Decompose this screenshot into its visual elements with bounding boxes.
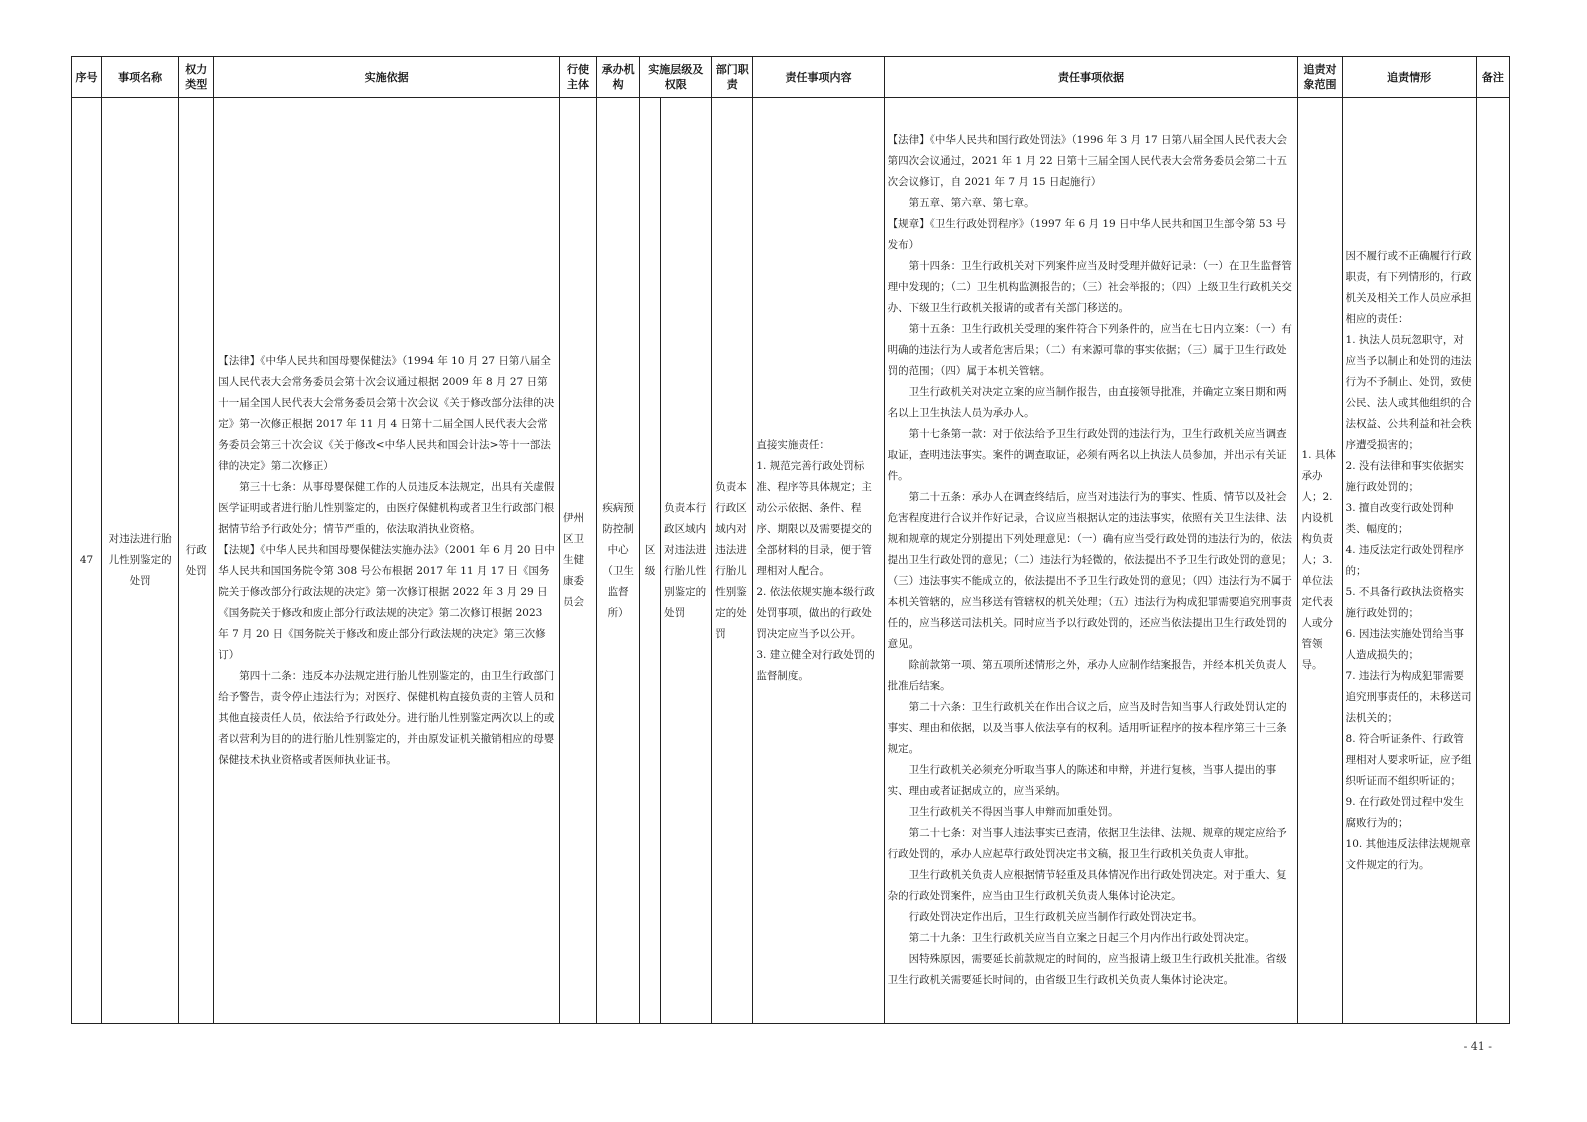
situation-line: 9. 在行政处罚过程中发生腐败行为的； [1345, 795, 1464, 829]
cell-basis [214, 98, 560, 1024]
situation-line: 1. 执法人员玩忽职守，对应当予以制止和处罚的违法行为不予制止、处罚，致使公民、法人或其他组织的合法权益、公共利益和社会秩序遭受损害的； [1345, 333, 1472, 451]
header-level: 实施层级及权限 [640, 57, 712, 98]
resp-content-line: 3. 建立健全对行政处罚的监督制度。 [756, 648, 875, 682]
resp-content-line: 1. 规范完善行政处罚标准、程序等具体规定；主动公示依据、条件、程序、期限以及需要提交的全部材料的目录，便于管理相对人配合。 [756, 459, 872, 577]
situation-line: 3. 擅自改变行政处罚种类、幅度的； [1345, 501, 1454, 535]
cell-power-type: 行政处罚 [179, 98, 214, 1024]
situation-line: 4. 违反法定行政处罚程序的； [1345, 543, 1464, 577]
responsibility-table [71, 56, 1510, 1024]
basis-para: 第四十二条：违反本办法规定进行胎儿性别鉴定的，由卫生行政部门给予警告，责令停止违法行为；对医疗、保健机构直接负责的主管人员和其他直接责任人员，依法给予行政处分。进行胎儿性别鉴定两次以上的或者以营利为目的的进行胎儿性别鉴定的，并由原发证机关撤销相应的母婴保健技术执业资格或者医师执业证书。 [218, 669, 555, 766]
resp-basis-para: 第十四条：卫生行政机关对下列案件应当及时受理并做好记录：（一）在卫生监督管理中发现的；（二）卫生机构监测报告的；（三）社会举报的；（四）上级卫生行政机关交办、下级卫生行政机关报请的或者有关部门移送的。 [887, 260, 1292, 314]
cell-remarks [1476, 98, 1509, 1024]
basis-para: 【法律】《中华人民共和国母婴保健法》（1994 年 10 月 27 日第八届全国人民代表大会常务委员会第十次会议通过根据 2009 年 8 月 27 日第十一届全国人民代表大会常务委员会第十次会议《关于修改部分法律的决定》第一次修正根据 2017 年 11 月 4 日第十二届全国人民代表大会常务委员会第三十次会议《关于修改<中华人民共和国会计法>等十一部法律的决定》第二次修正） [218, 354, 555, 472]
basis-para: 第三十七条：从事母婴保健工作的人员违反本法规定，出具有关虚假医学证明或者进行胎儿性别鉴定的，由医疗保健机构或者卫生行政部门根据情节给予行政处分；情节严重的，依法取消执业资格。 [218, 480, 555, 535]
header-agency: 承办机构 [597, 57, 640, 98]
cell-resp-basis [884, 98, 1298, 1024]
header-resp-basis: 责任事项依据 [884, 57, 1298, 98]
situation-line: 因不履行或不正确履行行政职责，有下列情形的，行政机关及相关工作人员应承担相应的责任： [1345, 249, 1472, 325]
resp-content-line: 直接实施责任： [756, 438, 830, 451]
header-seq: 序号 [72, 57, 102, 98]
cell-agency: 疾病预防控制中心（卫生监督所） [597, 98, 640, 1024]
header-subject: 行使主体 [560, 57, 597, 98]
header-basis: 实施依据 [214, 57, 560, 98]
cell-resp-content [753, 98, 884, 1024]
resp-basis-para: 因特殊原因，需要延长前款规定的时间的，应当报请上级卫生行政机关批准。省级卫生行政机关需要延长时间的，由省级卫生行政机关负责人集体讨论决定。 [887, 953, 1287, 986]
header-scope: 追责对象范围 [1298, 57, 1342, 98]
resp-basis-para: 第五章、第六章、第七章。 [908, 197, 1035, 209]
cell-situation [1342, 98, 1476, 1024]
basis-para: 【法规】《中华人民共和国母婴保健法实施办法》（2001 年 6 月 20 日中华人民共和国国务院令第 308 号公布根据 2017 年 11 月 17 日《国务院关于修改部分行政法规的决定》第一次修订根据 2022 年 3 月 29 日《国务院关于修改和废止部分行政法规的决定》第二次修订根据 2023 年 7 月 20 日《国务院关于修改和废止部分行政法规的决定》第三次修订） [218, 543, 555, 661]
cell-scope: 1. 具体承办人；2. 内设机构负责人；3. 单位法定代表人或分管领导。 [1298, 98, 1342, 1024]
cell-dept-duty: 负责本行政区域内对违法进行胎儿性别鉴定的处罚 [712, 98, 753, 1024]
table-header-row [72, 57, 1510, 98]
resp-basis-para: 第二十六条：卫生行政机关在作出合议之后，应当及时告知当事人行政处罚认定的事实、理由和依据，以及当事人依法享有的权利。适用听证程序的按本程序第三十三条规定。 [887, 701, 1287, 755]
header-remarks: 备注 [1476, 57, 1509, 98]
table-row [72, 98, 1510, 1024]
resp-basis-para: 第十五条：卫生行政机关受理的案件符合下列条件的，应当在七日内立案：（一）有明确的违法行为人或者危害后果；（二）有来源可靠的事实依据；（三）属于卫生行政处罚的范围；（四）属于本机关管辖。 [887, 323, 1292, 377]
situation-line: 2. 没有法律和事实依据实施行政处罚的； [1345, 459, 1464, 493]
resp-basis-para: 除前款第一项、第五项所述情形之外，承办人应制作结案报告，并经本机关负责人批准后结案。 [887, 659, 1287, 692]
situation-line: 10. 其他违反法律法规规章文件规定的行为。 [1345, 837, 1471, 871]
resp-basis-para: 卫生行政机关负责人应根据情节轻重及具体情况作出行政处罚决定。对于重大、复杂的行政处罚案件，应当由卫生行政机关负责人集体讨论决定。 [887, 869, 1287, 902]
situation-line: 6. 因违法实施处罚给当事人造成损失的； [1345, 627, 1464, 661]
resp-basis-para: 卫生行政机关对决定立案的应当制作报告，由直接领导批准，并确定立案日期和两名以上卫生执法人员为承办人。 [887, 386, 1287, 419]
cell-level-a: 区级 [640, 98, 661, 1024]
resp-basis-para: 第二十九条：卫生行政机关应当自立案之日起三个月内作出行政处罚决定。 [908, 932, 1256, 944]
situation-line: 7. 违法行为构成犯罪需要追究刑事责任的，未移送司法机关的； [1345, 669, 1472, 724]
header-dept-duty: 部门职责 [712, 57, 753, 98]
situation-line: 5. 不具备行政执法资格实施行政处罚的； [1345, 585, 1464, 619]
cell-subject: 伊州区卫生健康委员会 [560, 98, 597, 1024]
cell-level-b: 负责本行政区域内对违法进行胎儿性别鉴定的处罚 [661, 98, 712, 1024]
resp-content-line: 2. 依法依规实施本级行政处罚事项，做出的行政处罚决定应当予以公开。 [756, 585, 875, 640]
header-resp-content: 责任事项内容 [753, 57, 884, 98]
resp-basis-para: 第十七条第一款：对于依法给予卫生行政处罚的违法行为，卫生行政机关应当调查取证，查明违法事实。案件的调查取证，必须有两名以上执法人员参加，并出示有关证件。 [887, 428, 1287, 482]
cell-seq: 47 [72, 98, 102, 1024]
header-situation: 追责情形 [1342, 57, 1476, 98]
header-power-type: 权力类型 [179, 57, 214, 98]
resp-basis-para: 第二十五条：承办人在调查终结后，应当对违法行为的事实、性质、情节以及社会危害程度进行合议并作好记录，合议应当根据认定的违法事实，依照有关卫生法律、法规和规章的规定分别提出下列处理意见：（一）确有应当受行政处罚的违法行为的，依法提出卫生行政处罚的意见；（二）违法行为轻微的，依法提出不予卫生行政处罚的意见；（三）违法事实不能成立的，依法提出不予卫生行政处罚的意见；（四）违法行为不属于本机关管辖的，应当移送有管辖权的机关处理；（五）违法行为构成犯罪需要追究刑事责任的，应当移送司法机关。同时应当予以行政处罚的，还应当依法提出卫生行政处罚的意见。 [887, 491, 1292, 650]
page-number: - 41 - [1463, 1040, 1492, 1053]
resp-basis-para: 卫生行政机关必须充分听取当事人的陈述和申辩，并进行复核，当事人提出的事实、理由或者证据成立的，应当采纳。 [887, 764, 1277, 797]
resp-basis-para: 【法律】《中华人民共和国行政处罚法》（1996 年 3 月 17 日第八届全国人民代表大会第四次会议通过，2021 年 1 月 22 日第十三届全国人民代表大会常务委员会第二十五次会议修订，自 2021 年 7 月 15 日起施行） [887, 134, 1288, 188]
header-item-name: 事项名称 [102, 57, 179, 98]
resp-basis-para: 【规章】《卫生行政处罚程序》（1997 年 6 月 19 日中华人民共和国卫生部令第 53 号发布） [887, 218, 1287, 251]
resp-basis-para: 行政处罚决定作出后，卫生行政机关应当制作行政处罚决定书。 [908, 911, 1203, 923]
resp-basis-para: 卫生行政机关不得因当事人申辩而加重处罚。 [908, 806, 1119, 818]
resp-basis-para: 第二十七条：对当事人违法事实已查清，依据卫生法律、法规、规章的规定应给予行政处罚的，承办人应起草行政处罚决定书文稿，报卫生行政机关负责人审批。 [887, 827, 1287, 860]
cell-item-name: 对违法进行胎儿性别鉴定的处罚 [102, 98, 179, 1024]
situation-line: 8. 符合听证条件、行政管理相对人要求听证，应予组织听证而不组织听证的； [1345, 732, 1472, 787]
